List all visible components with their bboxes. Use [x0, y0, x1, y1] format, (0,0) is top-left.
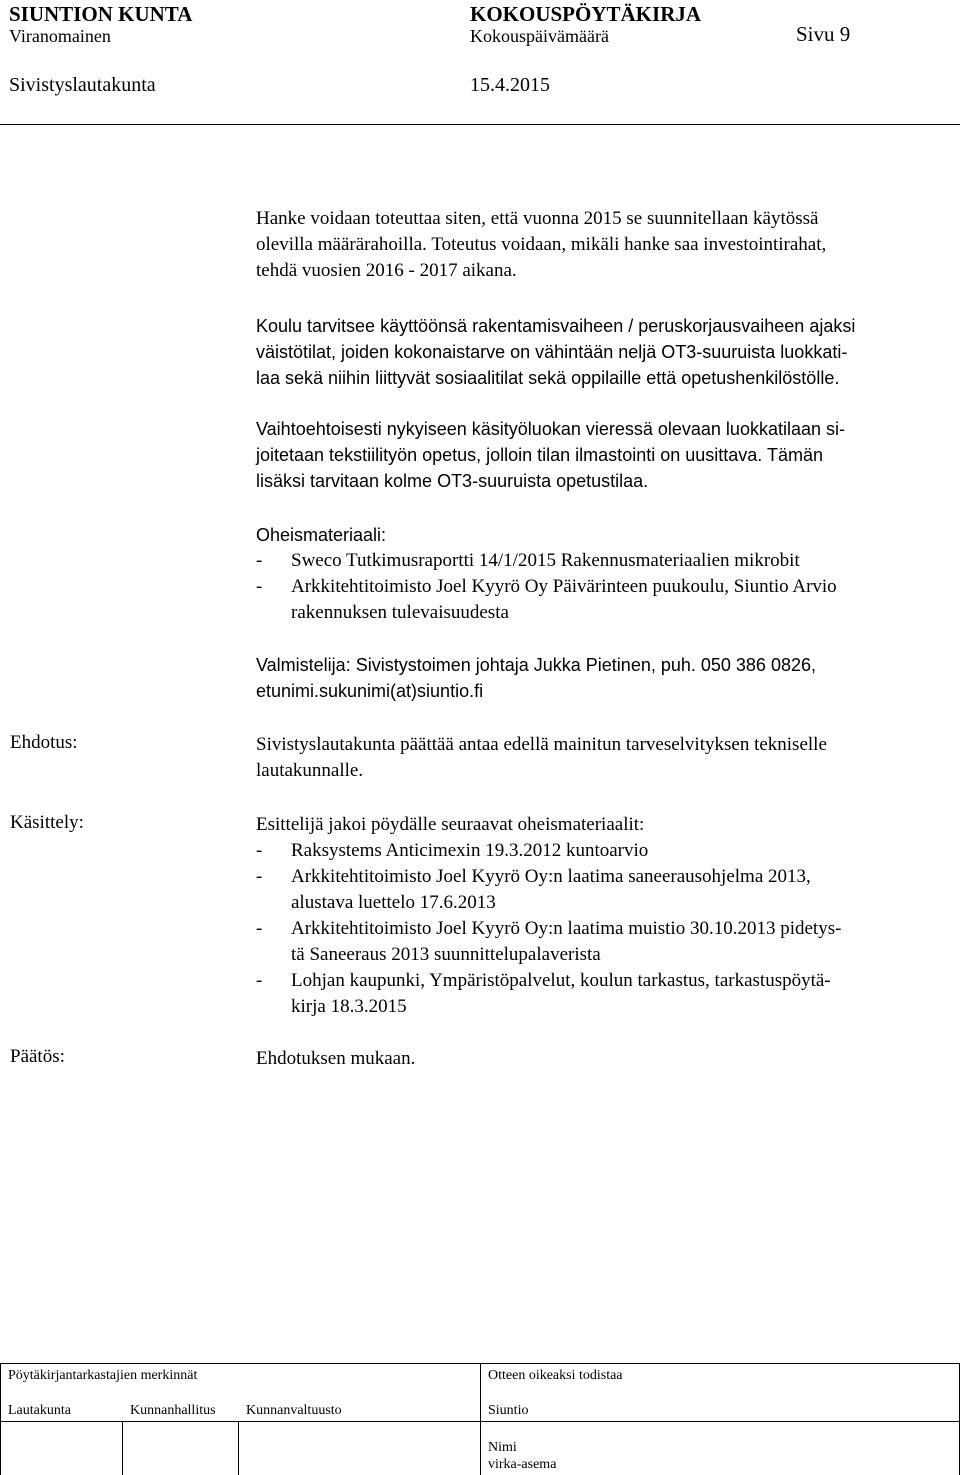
municipality-name: SIUNTION KUNTA: [9, 2, 193, 26]
list-dash: -: [256, 840, 263, 861]
handling-intro: Esittelijä jakoi pöydälle seuraavat oheismateriaalit:: [256, 814, 645, 835]
text-line: Arkkitehtitoimisto Joel Kyyrö Oy:n laatima muistio 30.10.2013 pidetys-: [291, 918, 842, 939]
text-line: Raksystems Anticimexin 19.3.2012 kuntoarvio: [291, 840, 649, 861]
text-line: kirja 18.3.2015: [291, 996, 407, 1017]
text-line: etunimi.sukunimi(at)siuntio.fi: [256, 681, 484, 701]
text-line: tehdä vuosien 2016 - 2017 aikana.: [256, 260, 517, 281]
text-line: Valmistelija: Sivistystoimen johtaja Jukka Pietinen, puh. 050 386 0826,: [256, 655, 816, 675]
paragraph-schedule: [256, 206, 946, 284]
text-line: Arkkitehtitoimisto Joel Kyyrö Oy:n laatima saneerausohjelma 2013,: [291, 866, 811, 887]
text-line: väistötilat, joiden kokonaistarve on vähintään neljä OT3-suuruista luokkati-: [256, 342, 848, 362]
footer-signature-table: [0, 1363, 960, 1475]
board-label: Lautakunta: [8, 1403, 71, 1418]
list-dash: -: [256, 866, 263, 887]
header-divider: [0, 124, 960, 125]
text-line: tä Saneeraus 2013 suunnittelupalaverista: [291, 944, 601, 965]
footer-rule: [238, 1421, 239, 1475]
list-dash: -: [256, 918, 263, 939]
decision-text: Ehdotuksen mukaan.: [256, 1048, 416, 1069]
text-line: Sivistyslautakunta päättää antaa edellä mainitun tarveselvityksen tekniselle: [256, 734, 827, 755]
text-line: Lohjan kaupunki, Ympäristöpalvelut, koulun tarkastus, tarkastuspöytä-: [291, 970, 831, 991]
text-line: Koulu tarvitsee käyttöönsä rakentamisvaiheen / peruskorjausvaiheen ajaksi: [256, 316, 856, 336]
text-line: olevilla määrärahoilla. Toteutus voidaan, mikäli hanke saa investointirahat,: [256, 234, 827, 255]
list-dash: -: [256, 576, 263, 597]
proposal-label: Ehdotus:: [10, 732, 78, 753]
name-label: Nimi: [488, 1440, 517, 1455]
municipal-board-label: Kunnanhallitus: [130, 1403, 216, 1418]
attachments-list: [256, 548, 946, 626]
list-item: [256, 574, 946, 626]
text-line: Vaihtoehtoisesti nykyiseen käsityöluokan vieressä olevaan luokkatilaan si-: [256, 419, 845, 439]
list-item: [256, 838, 946, 864]
handling-section: [256, 812, 946, 1020]
text-line: lisäksi tarvitaan kolme OT3-suuruista opetustilaa.: [256, 471, 649, 491]
list-dash: -: [256, 970, 263, 991]
handling-label: Käsittely:: [10, 812, 84, 833]
footer-rule: [480, 1363, 481, 1475]
checkers-label: Pöytäkirjantarkastajien merkinnät: [8, 1368, 198, 1383]
page-number: Sivu 9: [796, 22, 851, 46]
document-type: KOKOUSPÖYTÄKIRJA: [470, 2, 702, 26]
footer-rule: [122, 1421, 123, 1475]
certified-label: Otteen oikeaksi todistaa: [488, 1368, 623, 1383]
text-line: lautakunnalle.: [256, 760, 364, 781]
list-item: [256, 548, 946, 574]
text-line: Arkkitehtitoimisto Joel Kyyrö Oy Päivärinteen puukoulu, Siuntio Arvio: [291, 576, 837, 597]
proposal-text: [256, 732, 946, 784]
footer-rule: [0, 1363, 1, 1475]
handling-list: [256, 838, 946, 1020]
text-line: laa sekä niihin liittyvät sosiaalitilat sekä oppilaille että opetushenkilöstölle.: [256, 368, 840, 388]
text-line: joitetaan tekstiilityön opetus, jolloin tilan ilmastointi on uusittava. Tämän: [256, 445, 823, 465]
list-item: [256, 864, 946, 916]
meeting-date-label: Kokouspäivämäärä: [470, 26, 609, 46]
attachments-heading: Oheismateriaali:: [256, 525, 387, 545]
text-line: alustava luettelo 17.6.2013: [291, 892, 496, 913]
authority-label: Viranomainen: [9, 26, 111, 46]
decision-label: Päätös:: [10, 1046, 65, 1067]
list-dash: -: [256, 550, 263, 571]
list-item: [256, 916, 946, 968]
paragraph-alternative: [256, 416, 946, 494]
authority-name: Sivistyslautakunta: [9, 74, 156, 96]
position-label: virka-asema: [488, 1457, 557, 1472]
text-line: Hanke voidaan toteuttaa siten, että vuonna 2015 se suunnitellaan käytössä: [256, 208, 819, 229]
paragraph-temporary-premises: [256, 313, 946, 391]
list-item: [256, 968, 946, 1020]
attachments-section: [256, 522, 946, 626]
place-label: Siuntio: [488, 1403, 529, 1418]
text-line: Sweco Tutkimusraportti 14/1/2015 Rakennusmateriaalien mikrobit: [291, 550, 800, 571]
preparer-info: [256, 652, 946, 704]
text-line: rakennuksen tulevaisuudesta: [291, 602, 509, 623]
meeting-date: 15.4.2015: [470, 74, 550, 96]
council-label: Kunnanvaltuusto: [246, 1403, 342, 1418]
